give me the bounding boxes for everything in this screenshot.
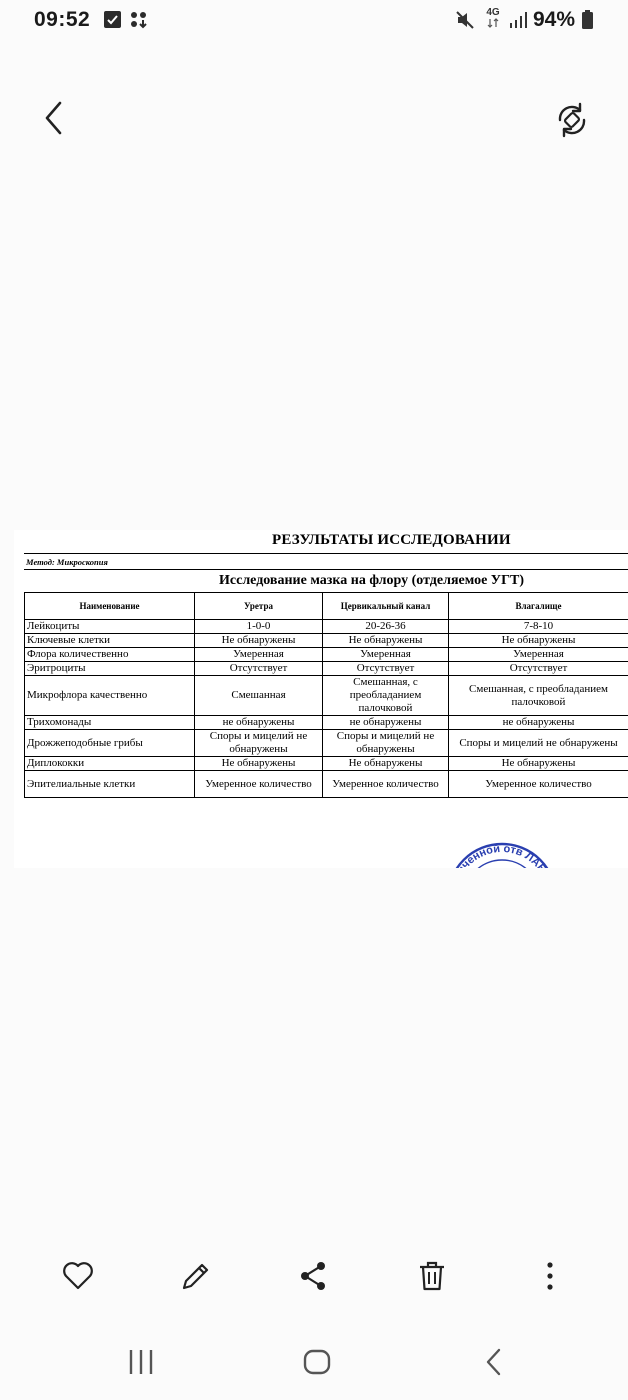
table-row — [25, 771, 628, 798]
divider — [24, 569, 628, 570]
header-urethra: Уретра — [195, 593, 323, 620]
cell: Споры и мицелий не обнаружены — [323, 730, 449, 757]
status-time: 09:52 — [34, 8, 91, 31]
doc-method: Метод: Микроскопия — [26, 557, 108, 567]
cell: не обнаружены — [323, 716, 449, 730]
results-table — [24, 592, 628, 798]
signal-icon — [508, 10, 528, 30]
back-icon — [36, 98, 72, 138]
delete-button[interactable] — [412, 1256, 452, 1296]
cell: Не обнаружены — [323, 757, 449, 771]
cell: не обнаружены — [195, 716, 323, 730]
row-name: Дрожжеподобные грибы — [25, 730, 195, 757]
cell: Умеренная — [195, 648, 323, 662]
share-icon — [294, 1256, 334, 1296]
table-row — [25, 634, 628, 648]
row-name: Микрофлора качественно — [25, 676, 195, 716]
network-indicator — [484, 8, 502, 32]
cell: Смешанная, с преобладанием палочковой — [323, 676, 449, 716]
edit-button[interactable] — [176, 1256, 216, 1296]
back-button[interactable] — [36, 98, 72, 138]
cell: Умеренное количество — [323, 771, 449, 798]
cell: Смешанная — [195, 676, 323, 716]
checkbox-icon — [104, 11, 121, 28]
doc-title: РЕЗУЛЬТАТЫ ИССЛЕДОВАНИИ — [272, 532, 511, 548]
header-vagina: Влагалище — [449, 593, 628, 620]
table-row — [25, 620, 628, 634]
cell: Не обнаружены — [449, 634, 628, 648]
cell: Споры и мицелий не обнаружены — [449, 730, 628, 757]
cell: Умеренное количество — [195, 771, 323, 798]
row-name: Лейкоциты — [25, 620, 195, 634]
back-nav-icon — [474, 1342, 514, 1382]
home-button[interactable] — [297, 1342, 337, 1382]
network-type: 4G — [486, 7, 500, 18]
table-row — [25, 730, 628, 757]
share-button[interactable] — [294, 1256, 334, 1296]
dots-icon — [129, 10, 149, 30]
cell: Отсутствует — [449, 662, 628, 676]
rotate-icon — [552, 100, 592, 140]
more-icon — [530, 1256, 570, 1296]
cell: Не обнаружены — [195, 757, 323, 771]
recents-button[interactable] — [121, 1342, 161, 1382]
cell: Не обнаружены — [323, 634, 449, 648]
cell: Отсутствует — [195, 662, 323, 676]
header-name: Наименование — [25, 593, 195, 620]
cell: Смешанная, с преобладанием палочковой — [449, 676, 628, 716]
svg-text:аниченной отв ЛАБ-Ис — [448, 842, 557, 891]
mute-icon — [454, 9, 476, 31]
cell: не обнаружены — [449, 716, 628, 730]
home-icon — [297, 1342, 337, 1382]
table-header-row — [25, 593, 628, 620]
row-name: Эпителиальные клетки — [25, 771, 195, 798]
row-name: Флора количественно — [25, 648, 195, 662]
cell: Не обнаружены — [195, 634, 323, 648]
row-name: Ключевые клетки — [25, 634, 195, 648]
header-cervical: Цервикальный канал — [323, 593, 449, 620]
nav-back-button[interactable] — [474, 1342, 514, 1382]
stamp-icon — [442, 840, 562, 891]
more-options-button[interactable] — [530, 1256, 570, 1296]
row-name: Трихомонады — [25, 716, 195, 730]
cell: 1-0-0 — [195, 620, 323, 634]
status-bar — [0, 0, 628, 40]
table-row — [25, 662, 628, 676]
stamp-text: аниченной отв ЛАБ-Ис — [448, 842, 557, 891]
favorite-button[interactable] — [58, 1256, 98, 1296]
cell: Споры и мицелий не обнаружены — [195, 730, 323, 757]
doc-subtitle: Исследование мазка на флору (отделяемое УГТ) — [219, 573, 524, 588]
cell: Умеренное количество — [449, 771, 628, 798]
battery-icon — [582, 10, 593, 29]
cell: Не обнаружены — [449, 757, 628, 771]
heart-icon — [58, 1256, 98, 1296]
table-row — [25, 676, 628, 716]
row-name: Эритроциты — [25, 662, 195, 676]
table-row — [25, 716, 628, 730]
cell: Умеренная — [449, 648, 628, 662]
delete-icon — [412, 1256, 452, 1296]
cell: Умеренная — [323, 648, 449, 662]
cell: Отсутствует — [323, 662, 449, 676]
recents-icon — [121, 1342, 161, 1382]
cell: 7-8-10 — [449, 620, 628, 634]
row-name: Диплококки — [25, 757, 195, 771]
edit-icon — [176, 1256, 216, 1296]
document-image[interactable] — [14, 530, 628, 891]
table-row — [25, 757, 628, 771]
table-row — [25, 648, 628, 662]
cell: 20-26-36 — [323, 620, 449, 634]
divider — [24, 553, 628, 554]
battery-level: 94% — [533, 8, 576, 31]
rotate-button[interactable] — [552, 100, 592, 140]
